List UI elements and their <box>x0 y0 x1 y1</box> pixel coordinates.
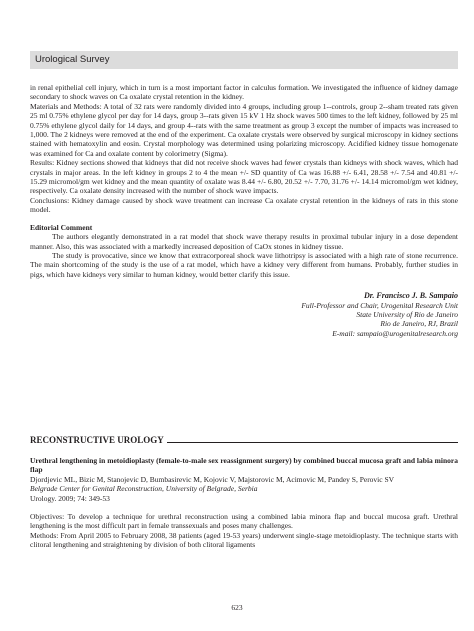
article-objectives: Objectives: To develop a technique for urethral reconstruction using a combined labia minora flap and buccal mucosa graft. Urethral lengthening is the most difficult part in female transsexuals and poses many challenges. <box>30 512 458 531</box>
article-title: Urethral lengthening in metoidioplasty (female-to-male sex reassignment surgery) by combined buccal mucosa graft and labia minora flap <box>30 456 458 475</box>
editorial-paragraph-1: The authors elegantly demonstrated in a rat model that shock wave therapy results in proximal tubular injury in a dose dependent manner. Also, this was associated with a markedly increased deposition of CaOx stones in kidney tissue. <box>30 232 458 251</box>
article-body <box>30 456 458 550</box>
signature-name: Dr. Francisco J. B. Sampaio <box>363 291 458 301</box>
article-affiliation: Belgrade Center for Genital Reconstruction, University of Belgrade, Serbia <box>30 484 258 494</box>
article-citation: Urology. 2009; 74: 349-53 <box>30 493 110 503</box>
editorial-paragraph-2: The study is provocative, since we know that extracorporeal shock wave lithotripsy is associated with a high rate of stone recurrence. The main shortcoming of the study is the use of a rat model, which have a kidney very different from humans. Probably, further studies in pigs, which have kidneys very similar to human kidney, would better clarify this issue. <box>30 250 458 279</box>
page-number: 623 <box>231 603 243 612</box>
signature-line-2: State University of Rio de Janeiro <box>356 309 458 319</box>
section-heading <box>30 435 458 445</box>
paragraph-results: Results: Kidney sections showed that kidneys that did not receive shock waves had fewer crystals than kidneys with shock waves, which had crystals in major areas. In the left kidney in groups 2 to 4 the mean +/- SD quantity of Ca was 16.88 +/- 6.41, 28.58 +/- 7.54 and 40.81 +/- 15.29 micromol/gm wet kidney and the mean quantity of oxalate was 8.44 +/- 6.80, 20.52 +/- 7.70, 31.76 +/- 14.14 micromol/gm wet kidney, respectively. Ca oxalate density increased with the number of shock wave impacts. <box>30 158 458 196</box>
paragraph-conclusions: Conclusions: Kidney damage caused by shock wave treatment can increase Ca oxalate crystal retention in the kidneys of rats in this stone model. <box>30 195 458 215</box>
section-heading-title: RECONSTRUCTIVE UROLOGY <box>30 435 164 445</box>
signature-email: E-mail: sampaio@urogenitalresearch.org <box>332 328 458 338</box>
article-authors: Djordjevic ML, Bizic M, Stanojevic D, Bumbasirevic M, Kojovic V, Majstorovic M, Acimovic M, Pandey S, Perovic SV <box>30 474 395 484</box>
paragraph-intro: in renal epithelial cell injury, which in turn is a most important factor in calculus formation. We investigated the influence of kidney damage secondary to shock waves on Ca oxalate crystal retention in the kidney. <box>30 83 458 102</box>
signature-line-1: Full-Professor and Chair, Urogenital Research Unit <box>301 300 458 310</box>
section-heading-rule <box>167 441 458 443</box>
signature-line-3: Rio de Janeiro, RJ, Brazil <box>380 319 458 329</box>
paragraph-methods: Materials and Methods: A total of 32 rats were randomly divided into 4 groups, including group 1--controls, group 2--sham treated rats given 25 ml 0.75% ethylene glycol per day for 14 days, group 3--rats given 15 kV 1 Hz shock waves 500 times to the left kidney, followed by 25 ml 0.75% ethylene glycol daily for 14 days, and group 4--rats with the same treatment as group 3 except the number of impacts was increased to 1,000. The 2 kidneys were removed at the end of the experiment. Ca oxalate crystals were observed by surgical microscopy in kidney sections stained with hematoxylin and eosin. Crystal morphology was determined using polarizing microscopy. Acidified kidney tissue homogenate was examined for Ca and oxalate content by colorimetry (Sigma). <box>30 101 458 158</box>
article-methods: Methods: From April 2005 to February 2008, 38 patients (aged 19-53 years) underwent single-stage metoidioplasty. The technique starts with clitoral lengthening and straightening by division of both clitoral ligaments <box>30 530 458 550</box>
editorial-heading: Editorial Comment <box>30 222 93 232</box>
section-header-title: Urological Survey <box>35 54 110 65</box>
previous-article-body <box>30 83 458 338</box>
